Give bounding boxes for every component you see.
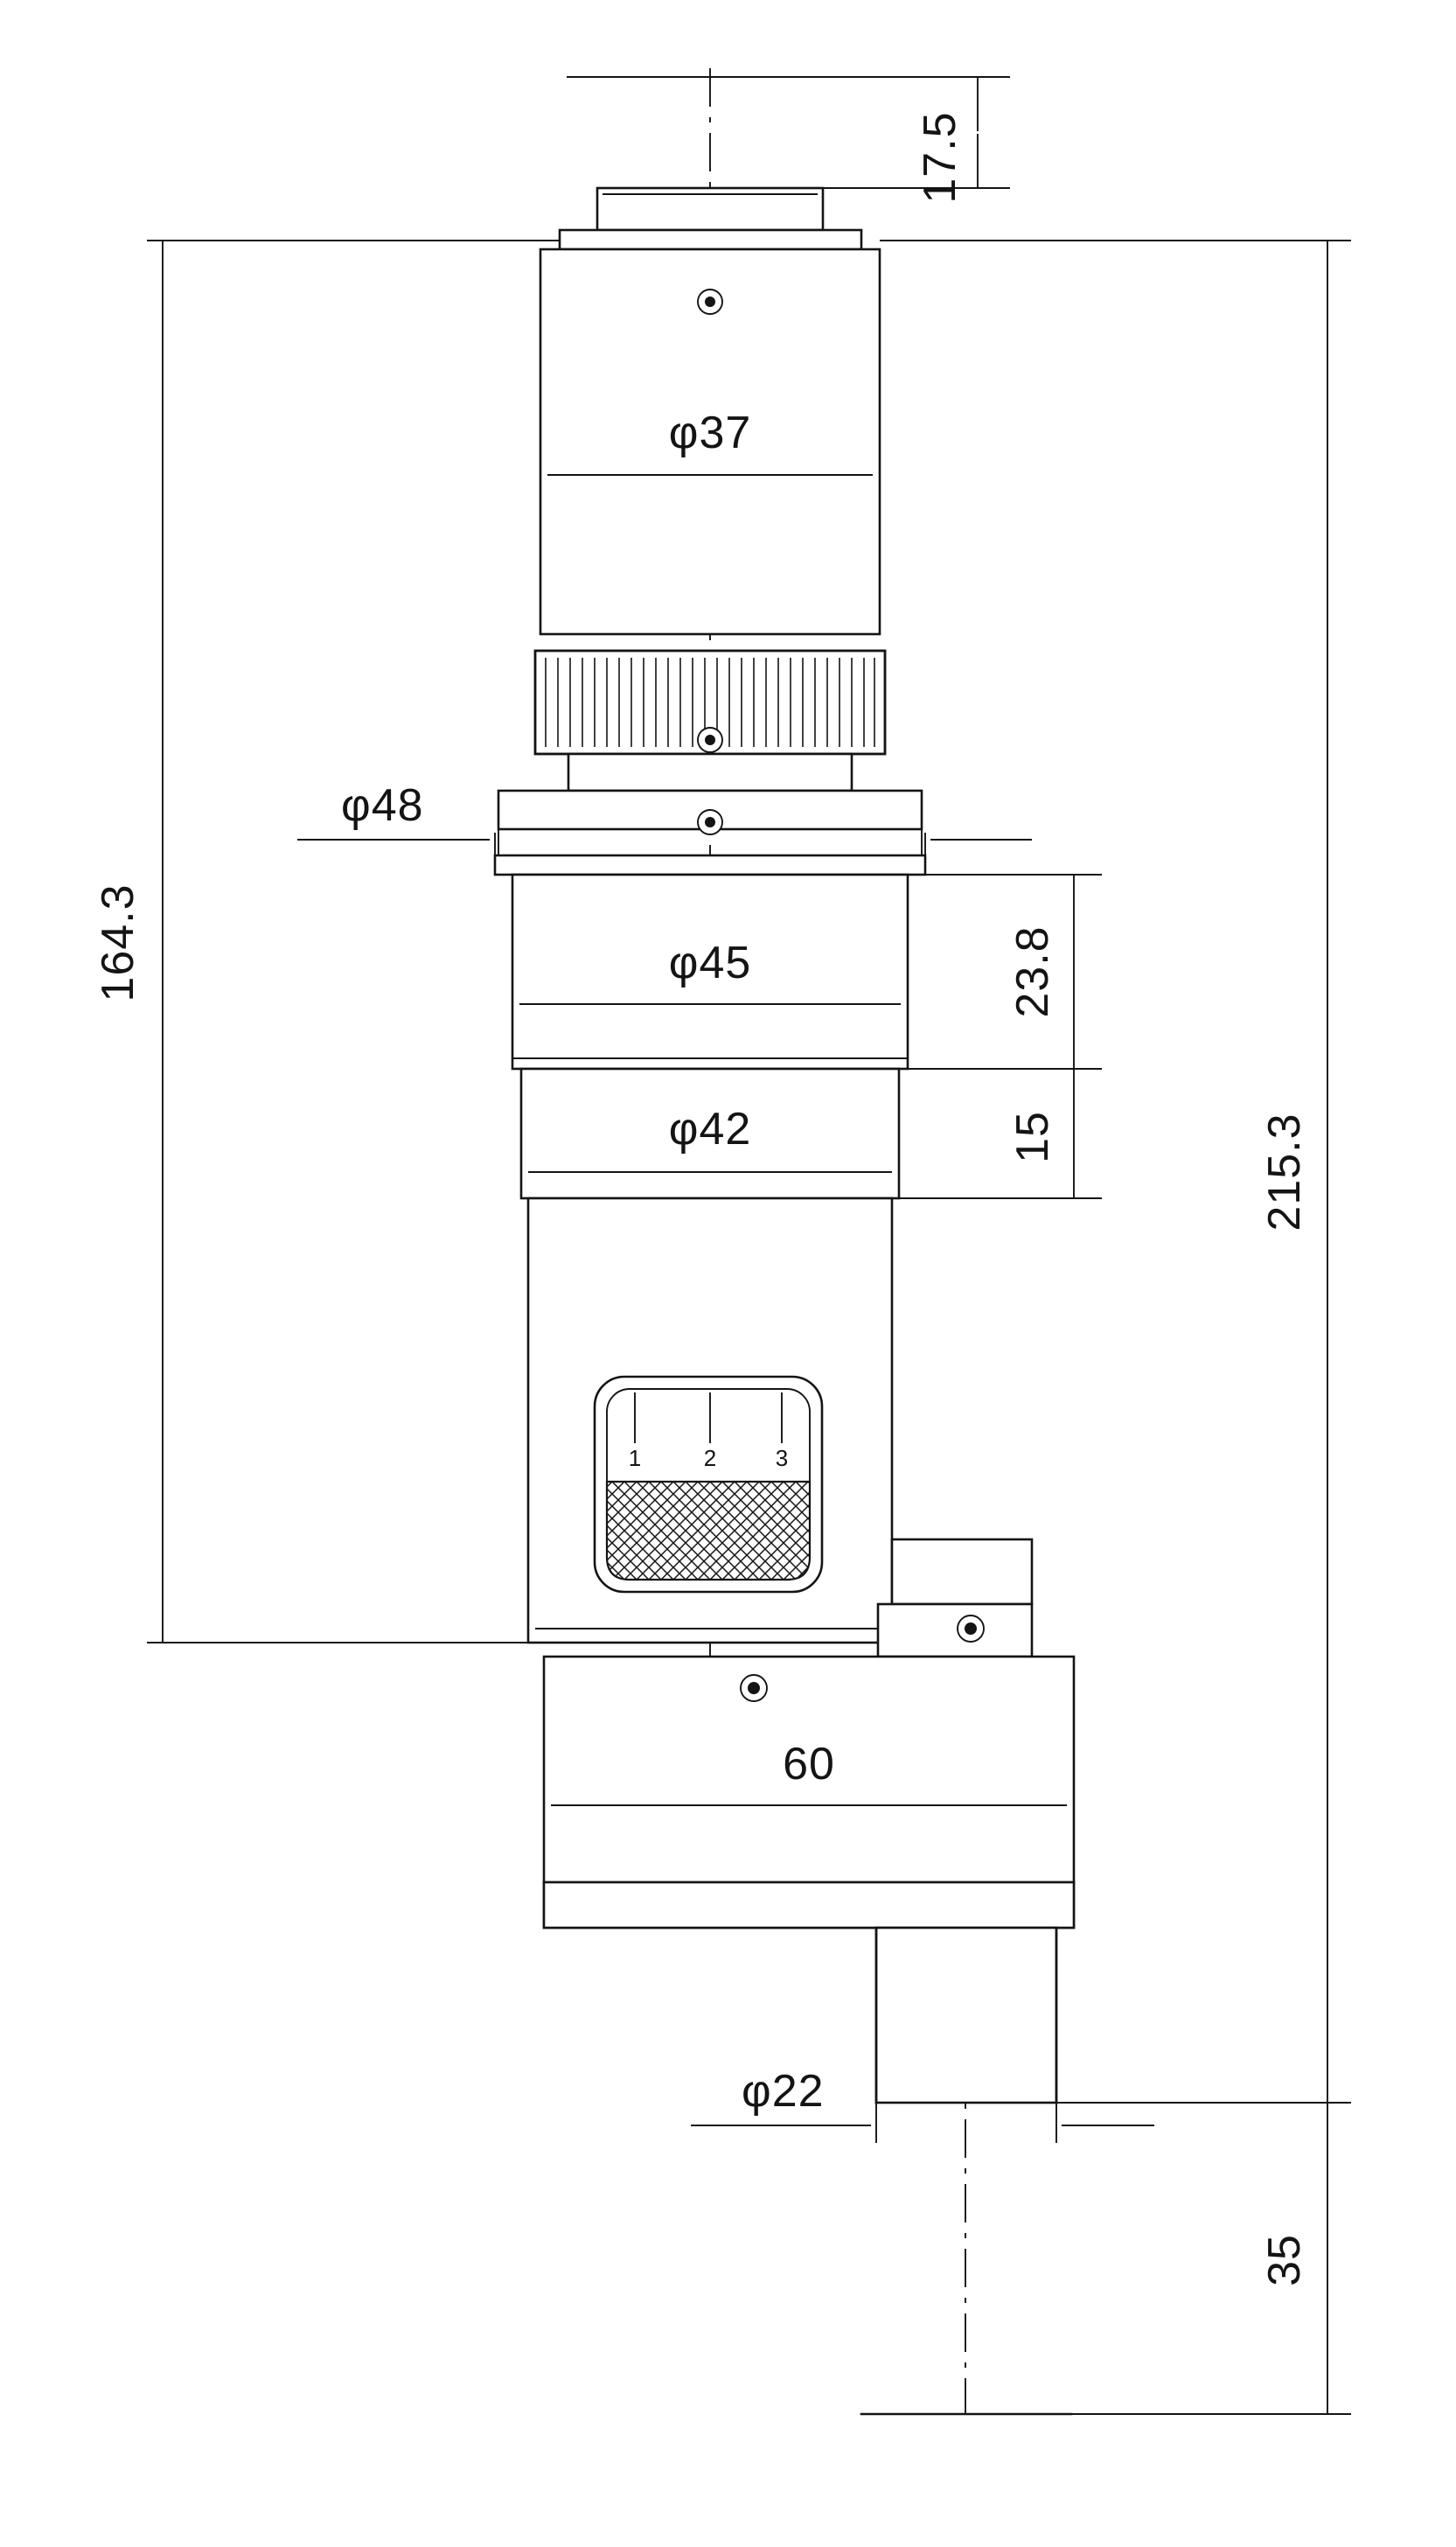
neck-flange <box>495 754 925 875</box>
dim-label-15: 15 <box>1007 1111 1058 1163</box>
dimension-215-3 <box>1259 241 1327 2103</box>
dim-label-164-3: 164.3 <box>93 883 143 1002</box>
dimension-23-8 <box>1007 875 1074 1069</box>
window-tick-1: 1 <box>628 1445 642 1471</box>
dim-label-d22: φ22 <box>742 2066 825 2117</box>
window-tick-2: 2 <box>703 1445 717 1471</box>
dim-label-17-5: 17.5 <box>915 111 965 204</box>
dim-label-d45: φ45 <box>668 938 752 988</box>
dim-label-d42: φ42 <box>668 1104 752 1155</box>
dimension-17-5 <box>915 77 978 204</box>
side-boss <box>878 1539 1032 1657</box>
outlet-stem <box>861 1928 1071 2414</box>
knurled-ring <box>535 651 885 754</box>
base-block <box>544 1657 1074 1928</box>
top-cap <box>560 188 861 249</box>
dim-label-60: 60 <box>783 1739 835 1790</box>
dim-label-23-8: 23.8 <box>1007 925 1058 1018</box>
dim-label-d37: φ37 <box>668 408 752 458</box>
window-tick-3: 3 <box>775 1445 789 1471</box>
dim-label-35: 35 <box>1259 2234 1310 2286</box>
dimension-35 <box>1259 2103 1327 2414</box>
dimension-15 <box>1007 1069 1074 1198</box>
dim-label-215-3: 215.3 <box>1259 1113 1310 1232</box>
dim-label-d48: φ48 <box>341 780 424 831</box>
dimension-164-3 <box>93 241 163 1643</box>
